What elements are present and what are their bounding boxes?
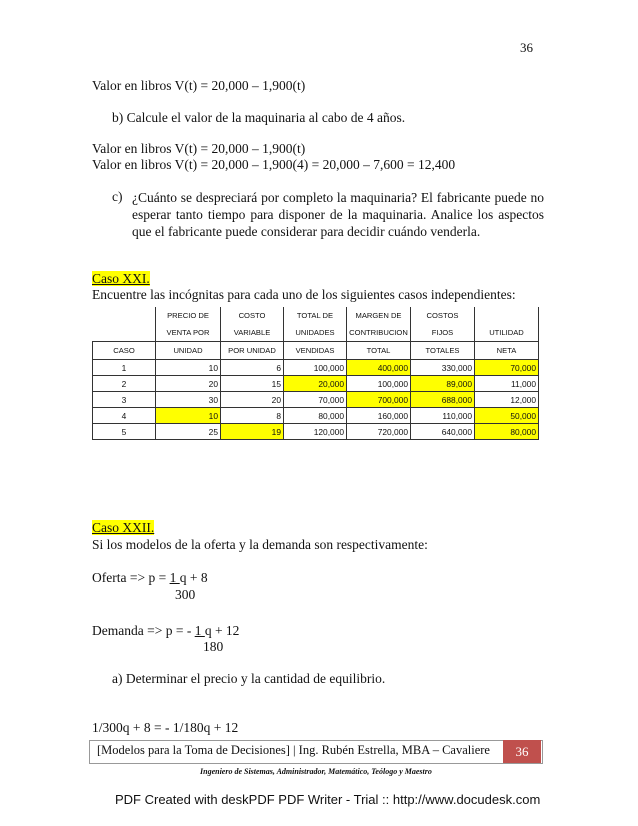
demanda-label: Demanda => p = -: [92, 623, 195, 638]
table-cell: 8: [221, 408, 284, 424]
table-header-cell: UNIDAD: [156, 342, 221, 360]
demanda-equation: [92, 623, 239, 639]
table-header-cell: COSTOS: [411, 307, 475, 324]
oferta-rest: q + 8: [179, 570, 208, 585]
table-cell: 10: [156, 360, 221, 376]
demanda-denominator: 180: [203, 639, 224, 654]
cases-table: [92, 307, 539, 440]
table-cell-highlighted: 70,000: [475, 360, 539, 376]
table-cell: 720,000: [347, 424, 411, 440]
table-header-cell: [93, 307, 156, 324]
text-line: Valor en libros V(t) = 20,000 – 1,900(4) = 20,000 – 7,600 = 12,400: [92, 157, 456, 172]
table-cell: 4: [93, 408, 156, 424]
text-line: Valor en libros V(t) = 20,000 – 1,900(t): [92, 78, 306, 93]
oferta-denominator: 300: [175, 587, 196, 602]
table-cell: 12,000: [475, 392, 539, 408]
table-cell-highlighted: 89,000: [411, 376, 475, 392]
table-cell: 110,000: [411, 408, 475, 424]
table-header-cell: CONTRIBUCION: [347, 324, 411, 342]
table-header-cell: [475, 307, 539, 324]
table-cell-highlighted: 50,000: [475, 408, 539, 424]
table-cell-highlighted: 700,000: [347, 392, 411, 408]
table-header-cell: VENDIDAS: [284, 342, 347, 360]
footer-subtitle: Ingeniero de Sistemas, Administrador, Matemático, Teólogo y Maestro: [200, 767, 432, 776]
table-cell: 11,000: [475, 376, 539, 392]
table-cell: 30: [156, 392, 221, 408]
table-cell-highlighted: 400,000: [347, 360, 411, 376]
caso-xxii-intro: Si los modelos de la oferta y la demanda son respectivamente:: [92, 537, 428, 552]
table-header-row: [93, 342, 539, 360]
table-row: [93, 392, 539, 408]
question-c-text: ¿Cuánto se despreciará por completo la maquinaria? El fabricante puede no esperar tanto tiempo para disponer de la maquinaria. Analice los aspectos que el fabricante puede considerar para decidir cuándo venderla.: [132, 190, 544, 239]
demanda-numerator: 1: [194, 623, 205, 638]
table-cell: 6: [221, 360, 284, 376]
table-cell-highlighted: 688,000: [411, 392, 475, 408]
table-cell: 15: [221, 376, 284, 392]
oferta-numerator: 1: [169, 570, 180, 585]
table-header-cell: [93, 324, 156, 342]
caso-xxi-title: Caso XXI.: [92, 271, 150, 286]
table-cell-highlighted: 20,000: [284, 376, 347, 392]
table-cell: 100,000: [284, 360, 347, 376]
table-cell: 120,000: [284, 424, 347, 440]
table-cell: 1: [93, 360, 156, 376]
table-cell-highlighted: 80,000: [475, 424, 539, 440]
question-c-label: c): [112, 189, 123, 204]
table-cell: 70,000: [284, 392, 347, 408]
table-header-cell: VENTA POR: [156, 324, 221, 342]
table-header-row: [93, 324, 539, 342]
table-cell: 640,000: [411, 424, 475, 440]
table-header-cell: TOTAL: [347, 342, 411, 360]
caso-xxii-title: Caso XXII.: [92, 520, 155, 535]
table-header-cell: FIJOS: [411, 324, 475, 342]
pdf-watermark-note: PDF Created with deskPDF PDF Writer - Trial :: http://www.docudesk.com: [115, 792, 541, 807]
table-header-cell: TOTALES: [411, 342, 475, 360]
table-header-cell: COSTO: [221, 307, 284, 324]
table-cell: 80,000: [284, 408, 347, 424]
demanda-rest: q + 12: [204, 623, 240, 638]
question-b: b) Calcule el valor de la maquinaria al cabo de 4 años.: [112, 110, 406, 125]
table-cell: 2: [93, 376, 156, 392]
text-line: Valor en libros V(t) = 20,000 – 1,900(t): [92, 141, 306, 156]
table-cell-highlighted: 19: [221, 424, 284, 440]
table-header-cell: PRECIO DE: [156, 307, 221, 324]
footer-text: [Modelos para la Toma de Decisiones] | Ing. Rubén Estrella, MBA – Cavaliere: [97, 743, 490, 757]
table-header-cell: VARIABLE: [221, 324, 284, 342]
table-header-cell: CASO: [93, 342, 156, 360]
table-header-cell: POR UNIDAD: [221, 342, 284, 360]
table-cell: 20: [221, 392, 284, 408]
table-cell: 3: [93, 392, 156, 408]
table-row: [93, 376, 539, 392]
table-header-cell: MARGEN DE: [347, 307, 411, 324]
table-cell: 160,000: [347, 408, 411, 424]
table-row: [93, 408, 539, 424]
table-cell: 20: [156, 376, 221, 392]
table-header-cell: UNIDADES: [284, 324, 347, 342]
table-cell: 100,000: [347, 376, 411, 392]
table-cell-highlighted: 10: [156, 408, 221, 424]
equilibrium-equation: 1/300q + 8 = - 1/180q + 12: [92, 720, 239, 735]
table-header-cell: UTILIDAD: [475, 324, 539, 342]
question-a: a) Determinar el precio y la cantidad de equilibrio.: [112, 671, 386, 686]
table-cell: 5: [93, 424, 156, 440]
table-cell: 25: [156, 424, 221, 440]
table-row: [93, 424, 539, 440]
table-header-cell: NETA: [475, 342, 539, 360]
table-header-cell: TOTAL DE: [284, 307, 347, 324]
page-number: 36: [520, 40, 533, 55]
table-row: [93, 360, 539, 376]
footer-page-number: 36: [503, 740, 541, 763]
table-header-row: [93, 307, 539, 324]
caso-xxi-intro: Encuentre las incógnitas para cada uno de los siguientes casos independientes:: [92, 287, 516, 302]
table-cell: 330,000: [411, 360, 475, 376]
oferta-label: Oferta => p =: [92, 570, 170, 585]
oferta-equation: [92, 570, 208, 586]
